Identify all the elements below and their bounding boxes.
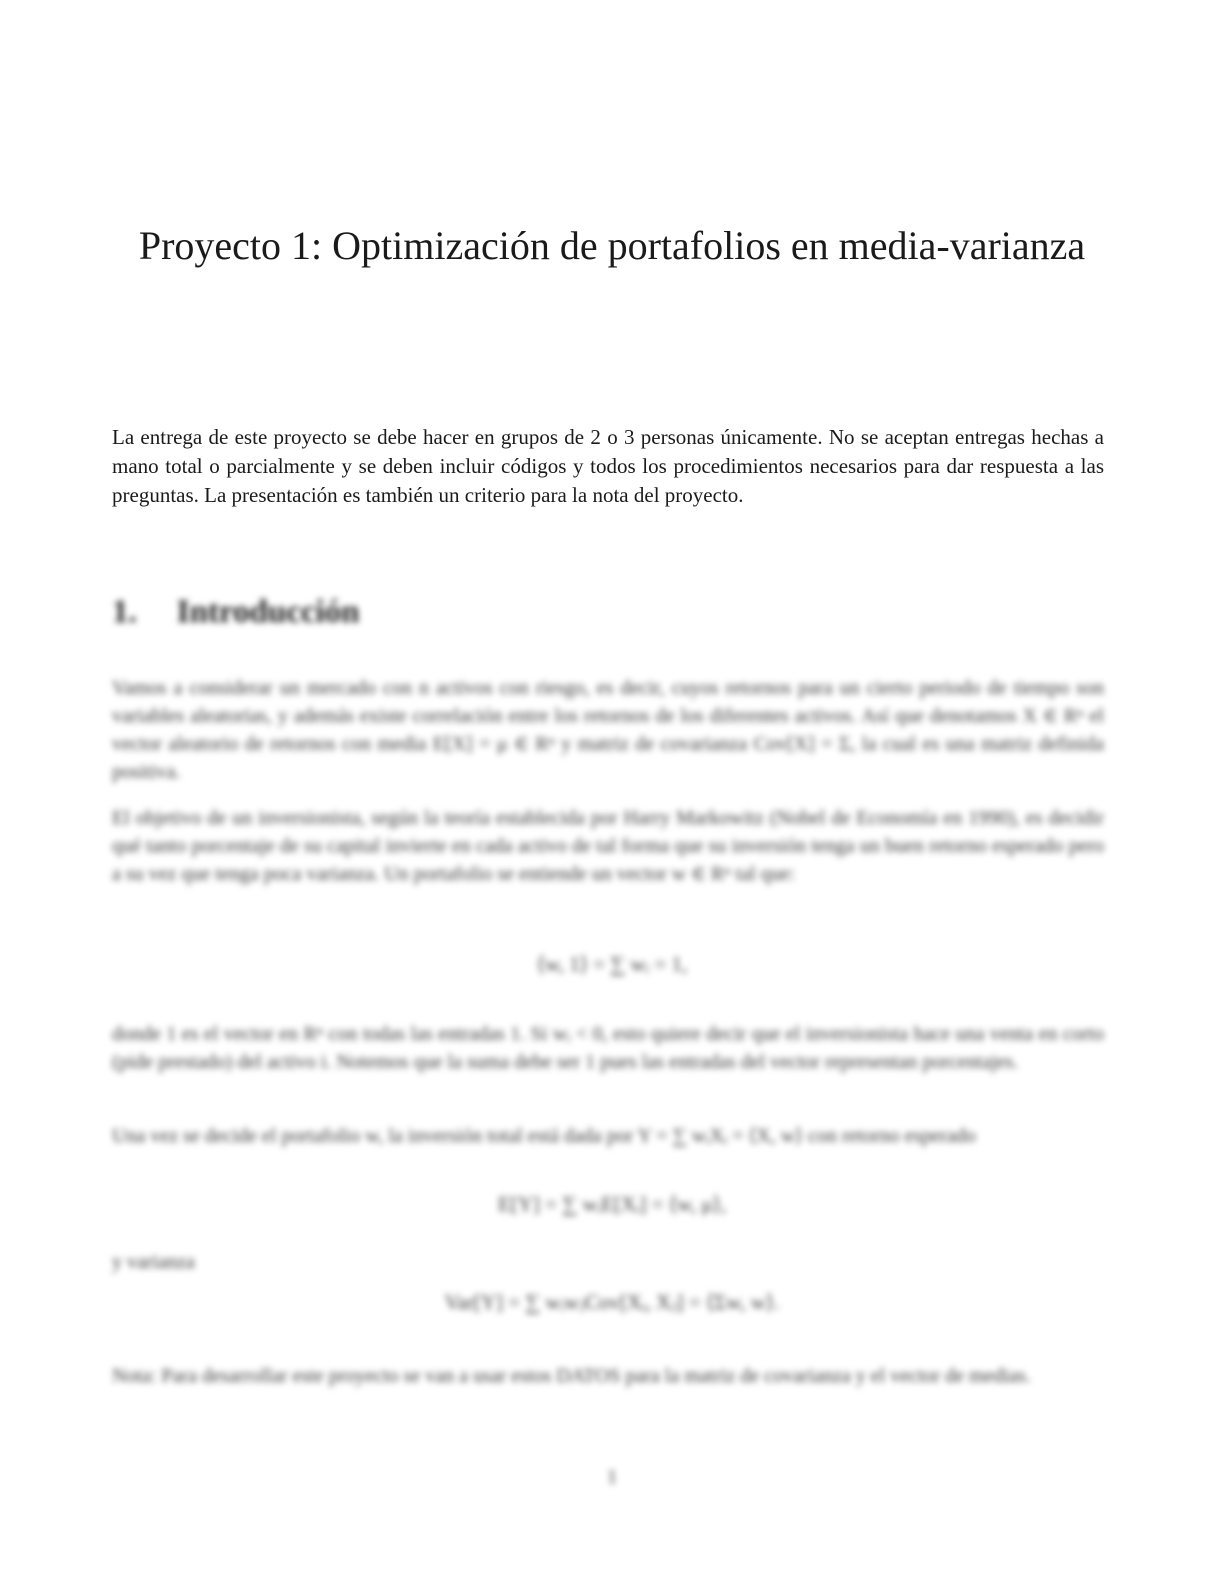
paragraph-3: donde 1 es el vector en Rⁿ con todas las entradas 1. Si wᵢ < 0, esto quiere decir que el inversionista hace una venta en corto (pide prestado) del activo i. Notemos que la suma debe ser 1 pues las entradas del vector representan porcentajes. <box>112 1023 1104 1073</box>
intro-paragraph: La entrega de este proyecto se debe hacer en grupos de 2 o 3 personas únicamente. No se aceptan entregas hechas a mano total o parcialmente y se deben incluir códigos y todos los procedimientos necesarios para dar respuesta a las preguntas. La presentación es también un criterio para la nota del proyecto. <box>112 425 1104 507</box>
paragraph-4: Una vez se decide el portafolio w, la inversión total está dada por Y = ∑ wᵢXᵢ = ⟨X, w⟩ con retorno esperado <box>112 1125 976 1147</box>
section-heading <box>112 594 360 631</box>
document-title: Proyecto 1: Optimización de portafolios en media-varianza <box>138 223 1086 268</box>
equation-1: ⟨w, 1⟩ = ∑ wᵢ = 1, <box>536 952 688 976</box>
equation-3: Var[Y] = ∑ wᵢwⱼCov[Xᵢ, Xⱼ] = ⟨Σw, w⟩. <box>444 1290 780 1314</box>
paragraph-1: Vamos a considerar un mercado con n activos con riesgo, es decir, cuyos retornos para un cierto periodo de tiempo son variables aleatorias, y además existe correlación entre los retornos de los diferentes activos. Así que denotamos X ∈ Rⁿ el vector aleatorio de retornos con media E[X] = μ ∈ Rⁿ y matriz de covarianza Cov[X] = Σ, la cual es una matriz definida positiva. <box>112 677 1104 783</box>
paragraph-2: El objetivo de un inversionista, según la teoría establecida por Harry Markowitz (Nobel de Economía en 1990), es decidir qué tanto porcentaje de su capital invierte en cada activo de tal forma que su inversión tenga un buen retorno esperado pero a su vez que tenga poca varianza. Un portafolio se entiende un vector w ∈ Rⁿ tal que: <box>112 807 1104 885</box>
section-number: 1. <box>112 594 137 630</box>
equation-2: E[Y] = ∑ wᵢE[Xᵢ] = ⟨w, μ⟩, <box>497 1192 727 1216</box>
paragraph-6: Nota: Para desarrollar este proyecto se van a usar estos DATOS para la matriz de covarianza y el vector de medias. <box>112 1365 1031 1387</box>
page-number: 1 <box>607 1466 617 1488</box>
paragraph-5: y varianza <box>112 1251 195 1273</box>
section-title: Introducción <box>176 594 360 630</box>
